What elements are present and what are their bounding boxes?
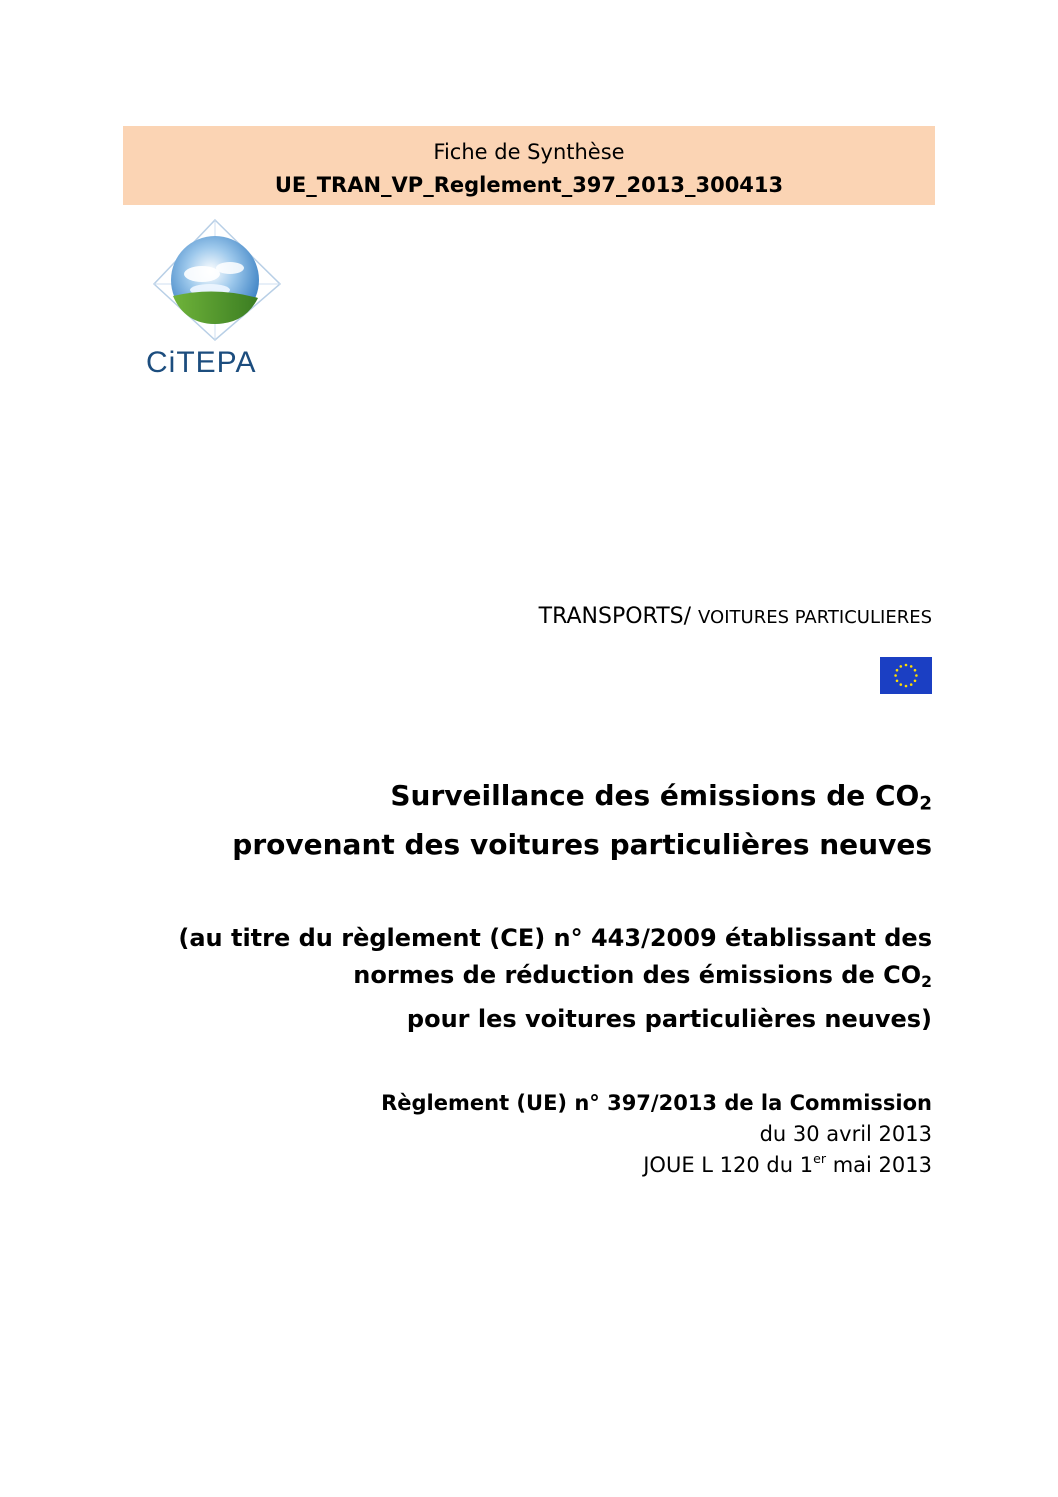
document-type: Fiche de Synthèse bbox=[433, 140, 625, 164]
section-sub: VOITURES PARTICULIERES bbox=[698, 607, 932, 628]
title-line-1: Surveillance des émissions de $CO_2$ bbox=[390, 779, 932, 815]
citepa-logo-text: CiTEPA bbox=[146, 346, 257, 379]
regulation-reference bbox=[381, 1088, 932, 1181]
section-label bbox=[539, 604, 932, 629]
title-line-2: provenant des voitures particulières neuves bbox=[232, 827, 932, 861]
header-band bbox=[123, 126, 935, 205]
section-main: TRANSPORTS/ bbox=[538, 604, 692, 629]
reference-line-2: du 30 avril 2013 bbox=[759, 1122, 932, 1146]
reference-line-1: Règlement (UE) n° 397/2013 de la Commission bbox=[381, 1091, 932, 1115]
main-title bbox=[232, 776, 932, 865]
subtitle-line-2: normes de réduction des émissions de $CO_2$ bbox=[353, 961, 932, 991]
subtitle-line-1: (au titre du règlement (CE) n° 443/2009 établissant des bbox=[178, 924, 932, 952]
subtitle-line-3: pour les voitures particulières neuves) bbox=[406, 1004, 932, 1033]
document-id: UE_TRAN_VP_Reglement_397_2013_300413 bbox=[274, 173, 784, 197]
subtitle bbox=[178, 920, 932, 1038]
eu-flag-icon bbox=[880, 657, 932, 694]
reference-line-3: JOUE L 120 du 1er mai 2013 bbox=[643, 1151, 932, 1177]
